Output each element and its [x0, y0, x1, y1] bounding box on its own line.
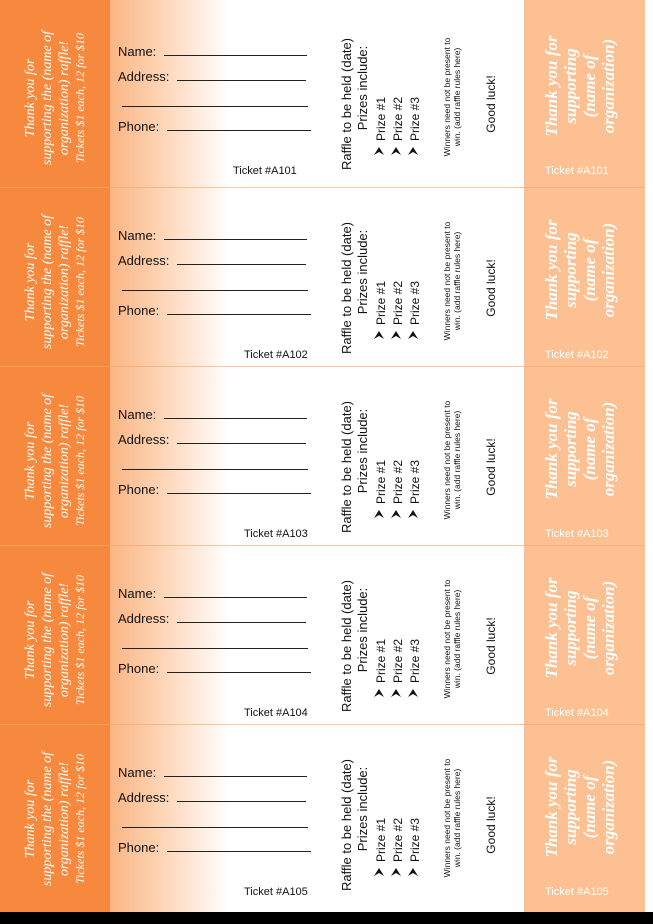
stub-left-line: organization) raffle! [57, 224, 72, 340]
prizes-heading: Prizes include: [355, 229, 370, 315]
address-label: Address: [118, 790, 170, 805]
stub-right-line: (name of [580, 238, 599, 302]
prize-2: Prize #2 [391, 817, 405, 863]
stub-right-line: (name of [580, 596, 599, 660]
address-field[interactable] [118, 789, 306, 805]
stub-left-price: Tickets $1 each, 12 for $10 [73, 575, 87, 705]
stub-left-line: supporting the (name of [40, 751, 55, 887]
right-stub-text [542, 195, 618, 345]
raffle-ticket [0, 549, 645, 728]
winners-note: Winners need not be present to win. (add raffle rules here) [442, 400, 462, 520]
raffle-ticket [0, 7, 645, 186]
stub-right-line: Thank you for [542, 577, 561, 679]
stub-left-line: organization) raffle! [57, 761, 72, 877]
raffle-date: Raffle to be held (date) [339, 400, 354, 534]
address-field[interactable] [118, 68, 306, 84]
phone-field[interactable] [118, 302, 311, 318]
arrow-icon [407, 867, 419, 877]
prize-1: Prize #1 [374, 459, 388, 505]
good-luck-text: Good luck! [484, 259, 498, 317]
stub-left-line: Thank you for [23, 421, 38, 501]
arrow-icon [373, 146, 385, 156]
name-line [164, 764, 307, 777]
phone-line [167, 481, 311, 494]
right-stub-text [542, 732, 618, 882]
phone-field[interactable] [118, 660, 311, 676]
stub-left-price: Tickets $1 each, 12 for $10 [73, 396, 87, 526]
raffle-date: Raffle to be held (date) [339, 221, 354, 355]
left-stub-text [22, 555, 88, 725]
stub-right-line: supporting [561, 48, 580, 124]
ticket-number: Ticket #A104 [244, 707, 308, 719]
stub-left-price: Tickets $1 each, 12 for $10 [73, 754, 87, 884]
prize-2: Prize #2 [391, 459, 405, 505]
address-line-2[interactable] [122, 469, 308, 470]
prize-1: Prize #1 [374, 817, 388, 863]
stub-left-line: Thank you for [23, 779, 38, 859]
phone-field[interactable] [118, 839, 311, 855]
name-field[interactable] [118, 227, 307, 243]
stub-ticket-number: Ticket #A104 [545, 707, 609, 719]
address-label: Address: [118, 69, 170, 84]
arrow-icon [390, 867, 402, 877]
arrow-icon [390, 509, 402, 519]
stub-right-line: Thank you for [542, 756, 561, 858]
name-label: Name: [118, 228, 157, 243]
address-field[interactable] [118, 610, 306, 626]
arrow-icon [390, 688, 402, 698]
stub-left-line: supporting the (name of [40, 30, 55, 166]
prize-1: Prize #1 [374, 638, 388, 684]
good-luck-text: Good luck! [484, 438, 498, 496]
page-bottom-border [0, 912, 653, 924]
name-label: Name: [118, 44, 157, 59]
phone-line [167, 660, 311, 673]
stub-right-line: organization) [599, 759, 618, 855]
address-line-2[interactable] [122, 290, 308, 291]
stub-right-line: Thank you for [542, 219, 561, 321]
ticket-divider [0, 545, 645, 546]
address-line [177, 252, 306, 265]
prize-3: Prize #3 [408, 280, 422, 326]
page-edge [645, 0, 653, 924]
raffle-ticket [0, 370, 645, 549]
name-line [164, 585, 307, 598]
address-line-2[interactable] [122, 827, 308, 828]
stub-right-line: Thank you for [542, 398, 561, 500]
right-stub-text [542, 11, 618, 161]
raffle-date: Raffle to be held (date) [339, 758, 354, 892]
name-line [164, 406, 307, 419]
stub-right-line: (name of [580, 775, 599, 839]
phone-field[interactable] [118, 481, 311, 497]
good-luck-text: Good luck! [484, 796, 498, 854]
prize-1: Prize #1 [374, 280, 388, 326]
stub-right-line: (name of [580, 54, 599, 118]
winners-note: Winners need not be present to win. (add raffle rules here) [442, 758, 462, 878]
name-field[interactable] [118, 406, 307, 422]
prize-2: Prize #2 [391, 280, 405, 326]
address-line-2[interactable] [122, 648, 308, 649]
raffle-ticket [0, 191, 645, 370]
arrow-icon [373, 867, 385, 877]
stub-left-line: organization) raffle! [57, 40, 72, 156]
ticket-divider [0, 724, 645, 725]
prize-3: Prize #3 [408, 638, 422, 684]
stub-left-line: supporting the (name of [40, 572, 55, 708]
winners-note: Winners need not be present to win. (add raffle rules here) [442, 37, 462, 157]
right-stub-text [542, 553, 618, 703]
stub-right-line: (name of [580, 417, 599, 481]
prize-2: Prize #2 [391, 638, 405, 684]
left-stub-text [22, 734, 88, 904]
phone-label: Phone: [118, 482, 160, 497]
raffle-date: Raffle to be held (date) [339, 579, 354, 713]
phone-line [167, 302, 311, 315]
raffle-date: Raffle to be held (date) [339, 37, 354, 171]
name-label: Name: [118, 586, 157, 601]
stub-left-line: supporting the (name of [40, 214, 55, 350]
stub-right-line: organization) [599, 222, 618, 318]
stub-right-line: supporting [561, 411, 580, 487]
arrow-icon [373, 330, 385, 340]
left-stub-text [22, 197, 88, 367]
stub-right-line: organization) [599, 580, 618, 676]
address-field[interactable] [118, 252, 306, 268]
stub-left-price: Tickets $1 each, 12 for $10 [73, 217, 87, 347]
phone-label: Phone: [118, 119, 160, 134]
address-label: Address: [118, 611, 170, 626]
arrow-icon [373, 688, 385, 698]
stub-right-line: organization) [599, 401, 618, 497]
prizes-heading: Prizes include: [355, 766, 370, 852]
address-line-2[interactable] [122, 106, 308, 107]
stub-ticket-number: Ticket #A105 [545, 886, 609, 898]
prize-3: Prize #3 [408, 459, 422, 505]
stub-right-line: organization) [599, 38, 618, 134]
arrow-icon [407, 330, 419, 340]
phone-label: Phone: [118, 840, 160, 855]
phone-label: Phone: [118, 303, 160, 318]
prizes-heading: Prizes include: [355, 45, 370, 131]
left-stub-text [22, 13, 88, 183]
prize-3: Prize #3 [408, 817, 422, 863]
prizes-heading: Prizes include: [355, 587, 370, 673]
stub-left-line: organization) raffle! [57, 582, 72, 698]
phone-field[interactable] [118, 118, 311, 134]
ticket-number: Ticket #A101 [233, 165, 297, 177]
ticket-divider [0, 187, 645, 188]
name-label: Name: [118, 407, 157, 422]
stub-ticket-number: Ticket #A101 [545, 165, 609, 177]
address-line [177, 789, 306, 802]
prizes-heading: Prizes include: [355, 408, 370, 494]
stub-left-line: Thank you for [23, 242, 38, 322]
phone-line [167, 839, 311, 852]
left-stub-text [22, 376, 88, 546]
name-field[interactable] [118, 585, 307, 601]
prize-1: Prize #1 [374, 96, 388, 142]
arrow-icon [373, 509, 385, 519]
name-field[interactable] [118, 764, 307, 780]
prize-2: Prize #2 [391, 96, 405, 142]
ticket-number: Ticket #A103 [244, 528, 308, 540]
winners-note: Winners need not be present to win. (add raffle rules here) [442, 579, 462, 699]
ticket-number: Ticket #A102 [244, 349, 308, 361]
address-field[interactable] [118, 431, 306, 447]
stub-left-line: Thank you for [23, 600, 38, 680]
stub-left-line: supporting the (name of [40, 393, 55, 529]
arrow-icon [407, 146, 419, 156]
ticket-divider [0, 366, 645, 367]
address-line [177, 68, 306, 81]
address-label: Address: [118, 253, 170, 268]
phone-label: Phone: [118, 661, 160, 676]
name-label: Name: [118, 765, 157, 780]
arrow-icon [390, 146, 402, 156]
good-luck-text: Good luck! [484, 617, 498, 675]
right-stub-text [542, 374, 618, 524]
stub-right-line: supporting [561, 590, 580, 666]
stub-right-line: Thank you for [542, 35, 561, 137]
good-luck-text: Good luck! [484, 75, 498, 133]
name-field[interactable] [118, 43, 307, 59]
stub-right-line: supporting [561, 769, 580, 845]
ticket-number: Ticket #A105 [244, 886, 308, 898]
prize-3: Prize #3 [408, 96, 422, 142]
name-line [164, 43, 307, 56]
stub-left-line: organization) raffle! [57, 403, 72, 519]
name-line [164, 227, 307, 240]
arrow-icon [407, 509, 419, 519]
arrow-icon [407, 688, 419, 698]
arrow-icon [390, 330, 402, 340]
phone-line [167, 118, 311, 131]
winners-note: Winners need not be present to win. (add raffle rules here) [442, 221, 462, 341]
stub-ticket-number: Ticket #A102 [545, 349, 609, 361]
address-line [177, 431, 306, 444]
address-label: Address: [118, 432, 170, 447]
stub-left-price: Tickets $1 each, 12 for $10 [73, 33, 87, 163]
address-line [177, 610, 306, 623]
stub-ticket-number: Ticket #A103 [545, 528, 609, 540]
stub-right-line: supporting [561, 232, 580, 308]
stub-left-line: Thank you for [23, 58, 38, 138]
raffle-ticket [0, 728, 645, 907]
